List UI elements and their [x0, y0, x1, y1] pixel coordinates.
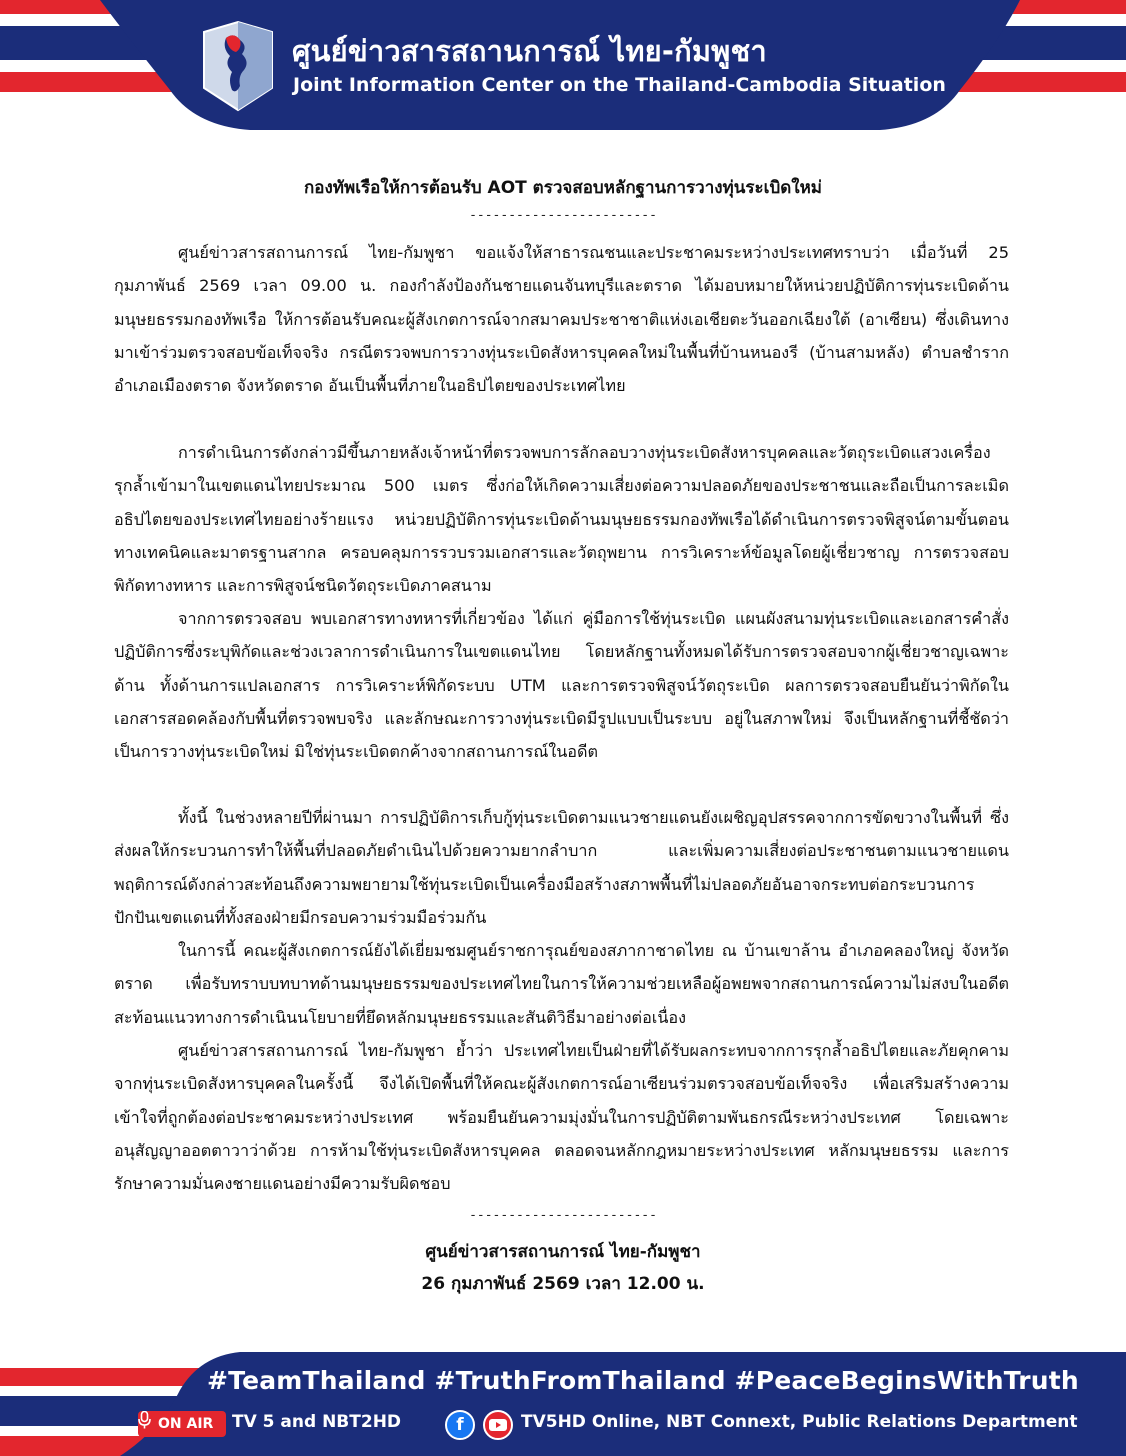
signature-organization: ศูนย์ข่าวสารสถานการณ์ ไทย-กัมพูชา: [425, 1242, 701, 1262]
divider-bottom: ------------------------: [469, 1208, 657, 1223]
paragraph-2: การดำเนินการดังกล่าวมีขึ้นภายหลังเจ้าหน้าที่ตรวจพบการลักลอบวางทุ่นระเบิดสังหารบุคคลและวัตถุระเบิดแสวงเครื่องรุกล้ำเข้ามาในเขตแดนไทยประมาณ 500 เมตร ซึ่งก่อให้เกิดความเสี่ยงต่อความปลอดภัยของประชาชนและถือเป็นการละเมิดอธิปไตยของประเทศไทยอย่างร้ายแรง หน่วยปฏิบัติการทุ่นระเบิดด้านมนุษยธรรมกองทัพเรือได้ดำเนินการตรวจพิสูจน์ตามขั้นตอนทางเทคนิคและมาตรฐานสากล ครอบคลุมการรวบรวมเอกสารและวัตถุพยาน การวิเคราะห์ข้อมูลโดยผู้เชี่ยวชาญ การตรวจสอบพิกัดทางทหาร และการพิสูจน์ชนิดวัตถุระเบิดภาคสนาม: [114, 443, 1009, 596]
paragraph-5: ในการนี้ คณะผู้สังเกตการณ์ยังได้เยี่ยมชมศูนย์ราชการุณย์ของสภากาชาดไทย ณ บ้านเขาล้าน อำเภอคลองใหญ่ จังหวัดตราด เพื่อรับทราบบทบาทด้านมนุษยธรรมของประเทศไทยในการให้ความช่วยเหลือผู้อพยพจากสถานการณ์ความไม่สงบในอดีต สะท้อนแนวทางการดำเนินนโยบายที่ยึดหลักมนุษยธรรมและสันติวิธีมาอย่างต่อเนื่อง: [114, 941, 1009, 1027]
divider-top: ------------------------: [469, 208, 657, 223]
header-title-english: Joint Information Center on the Thailand-Cambodia Situation: [293, 74, 946, 96]
youtube-icon[interactable]: [483, 1410, 513, 1440]
on-air-label: ON AIR: [158, 1416, 214, 1432]
on-air-badge: [138, 1411, 226, 1437]
paragraph-4: ทั้งนี้ ในช่วงหลายปีที่ผ่านมา การปฏิบัติการเก็บกู้ทุ่นระเบิดตามแนวชายแดนยังเผชิญอุปสรรคจากการขัดขวางในพื้นที่ ซึ่งส่งผลให้กระบวนการทำให้พื้นที่ปลอดภัยดำเนินไปด้วยความยากลำบาก และเพิ่มความเสี่ยงต่อประชาชนตามแนวชายแดน พฤติการณ์ดังกล่าวสะท้อนถึงความพยายามใช้ทุ่นระเบิดเป็นเครื่องมือสร้างสภาพพื้นที่ไม่ปลอดภัยอันอาจกระทบต่อกระบวนการปักปันเขตแดนที่ทั้งสองฝ่ายมีกรอบความร่วมมือร่วมกัน: [114, 808, 1009, 927]
microphone-icon: [138, 1411, 151, 1429]
document-title: กองทัพเรือให้การต้อนรับ AOT ตรวจสอบหลักฐานการวางทุ่นระเบิดใหม่: [303, 178, 822, 198]
signature-date: 26 กุมภาพันธ์ 2569 เวลา 12.00 น.: [421, 1274, 705, 1294]
paragraph-3: จากการตรวจสอบ พบเอกสารทางทหารที่เกี่ยวข้อง ได้แก่ คู่มือการใช้ทุ่นระเบิด แผนผังสนามทุ่นระเบิดและเอกสารคำสั่งปฏิบัติการซึ่งระบุพิกัดและช่วงเวลาการดำเนินการในเขตแดนไทย โดยหลักฐานทั้งหมดได้รับการตรวจสอบจากผู้เชี่ยวชาญเฉพาะด้าน ทั้งด้านการแปลเอกสาร การวิเคราะห์พิกัดระบบ UTM และการตรวจพิสูจน์วัตถุระเบิด ผลการตรวจสอบยืนยันว่าพิกัดในเอกสารสอดคล้องกับพื้นที่ตรวจพบจริง และลักษณะการวางทุ่นระเบิดมีรูปแบบเป็นระบบ อยู่ในสภาพใหม่ จึงเป็นหลักฐานที่ชี้ชัดว่าเป็นการวางทุ่นระเบิดใหม่ มิใช่ทุ่นระเบิดตกค้างจากสถานการณ์ในอดีต: [114, 609, 1009, 762]
header-title-thai: ศูนย์ข่าวสารสถานการณ์ ไทย-กัมพูชา: [292, 34, 767, 68]
paragraph-6: ศูนย์ข่าวสารสถานการณ์ ไทย-กัมพูชา ย้ำว่า ประเทศไทยเป็นฝ่ายที่ได้รับผลกระทบจากการรุกล้ำอธิปไตยและภัยคุกคามจากทุ่นระเบิดสังหารบุคคลในครั้งนี้ จึงได้เปิดพื้นที่ให้คณะผู้สังเกตการณ์อาเซียนร่วมตรวจสอบข้อเท็จจริง เพื่อเสริมสร้างความเข้าใจที่ถูกต้องต่อประชาคมระหว่างประเทศ พร้อมยืนยันความมุ่งมั่นในการปฏิบัติตามพันธกรณีระหว่างประเทศ โดยเฉพาะอนุสัญญาออตตาวาว่าด้วย การห้ามใช้ทุ่นระเบิดสังหารบุคคล ตลอดจนหลักกฎหมายระหว่างประเทศ หลักมนุษยธรรม และการรักษาความมั่นคงชายแดนอย่างมีความรับผิดชอบ: [114, 1041, 1009, 1194]
hashtags: #TeamThailand #TruthFromThailand #PeaceBeginsWithTruth: [207, 1366, 1079, 1395]
page-footer: [0, 1330, 1126, 1456]
paragraph-1: ศูนย์ข่าวสารสถานการณ์ ไทย-กัมพูชา ขอแจ้งให้สาธารณชนและประชาคมระหว่างประเทศทราบว่า เมื่อวันที่ 25 กุมภาพันธ์ 2569 เวลา 09.00 น. กองกำลังป้องกันชายแดนจันทบุรีและตราด ได้มอบหมายให้หน่วยปฏิบัติการทุ่นระเบิดด้านมนุษยธรรมกองทัพเรือ ให้การต้อนรับคณะผู้สังเกตการณ์จากสมาคมประชาชาติแห่งเอเชียตะวันออกเฉียงใต้ (อาเซียน) ซึ่งเดินทางมาเข้าร่วมตรวจสอบข้อเท็จจริง กรณีตรวจพบการวางทุ่นระเบิดสังหารบุคคลใหม่ในพื้นที่บ้านหนองรี (บ้านสามหลัง) ตำบลชำราก อำเภอเมืองตราด จังหวัดตราด อันเป็นพื้นที่ภายในอธิปไตยของประเทศไทย: [114, 243, 1009, 396]
page-header: [0, 0, 1126, 130]
jic-logo: [198, 18, 278, 114]
broadcast-channels: TV 5 and NBT2HD: [232, 1412, 402, 1432]
online-channels: TV5HD Online, NBT Connext, Public Relations Department: [521, 1412, 1078, 1432]
facebook-icon[interactable]: f: [445, 1410, 475, 1440]
